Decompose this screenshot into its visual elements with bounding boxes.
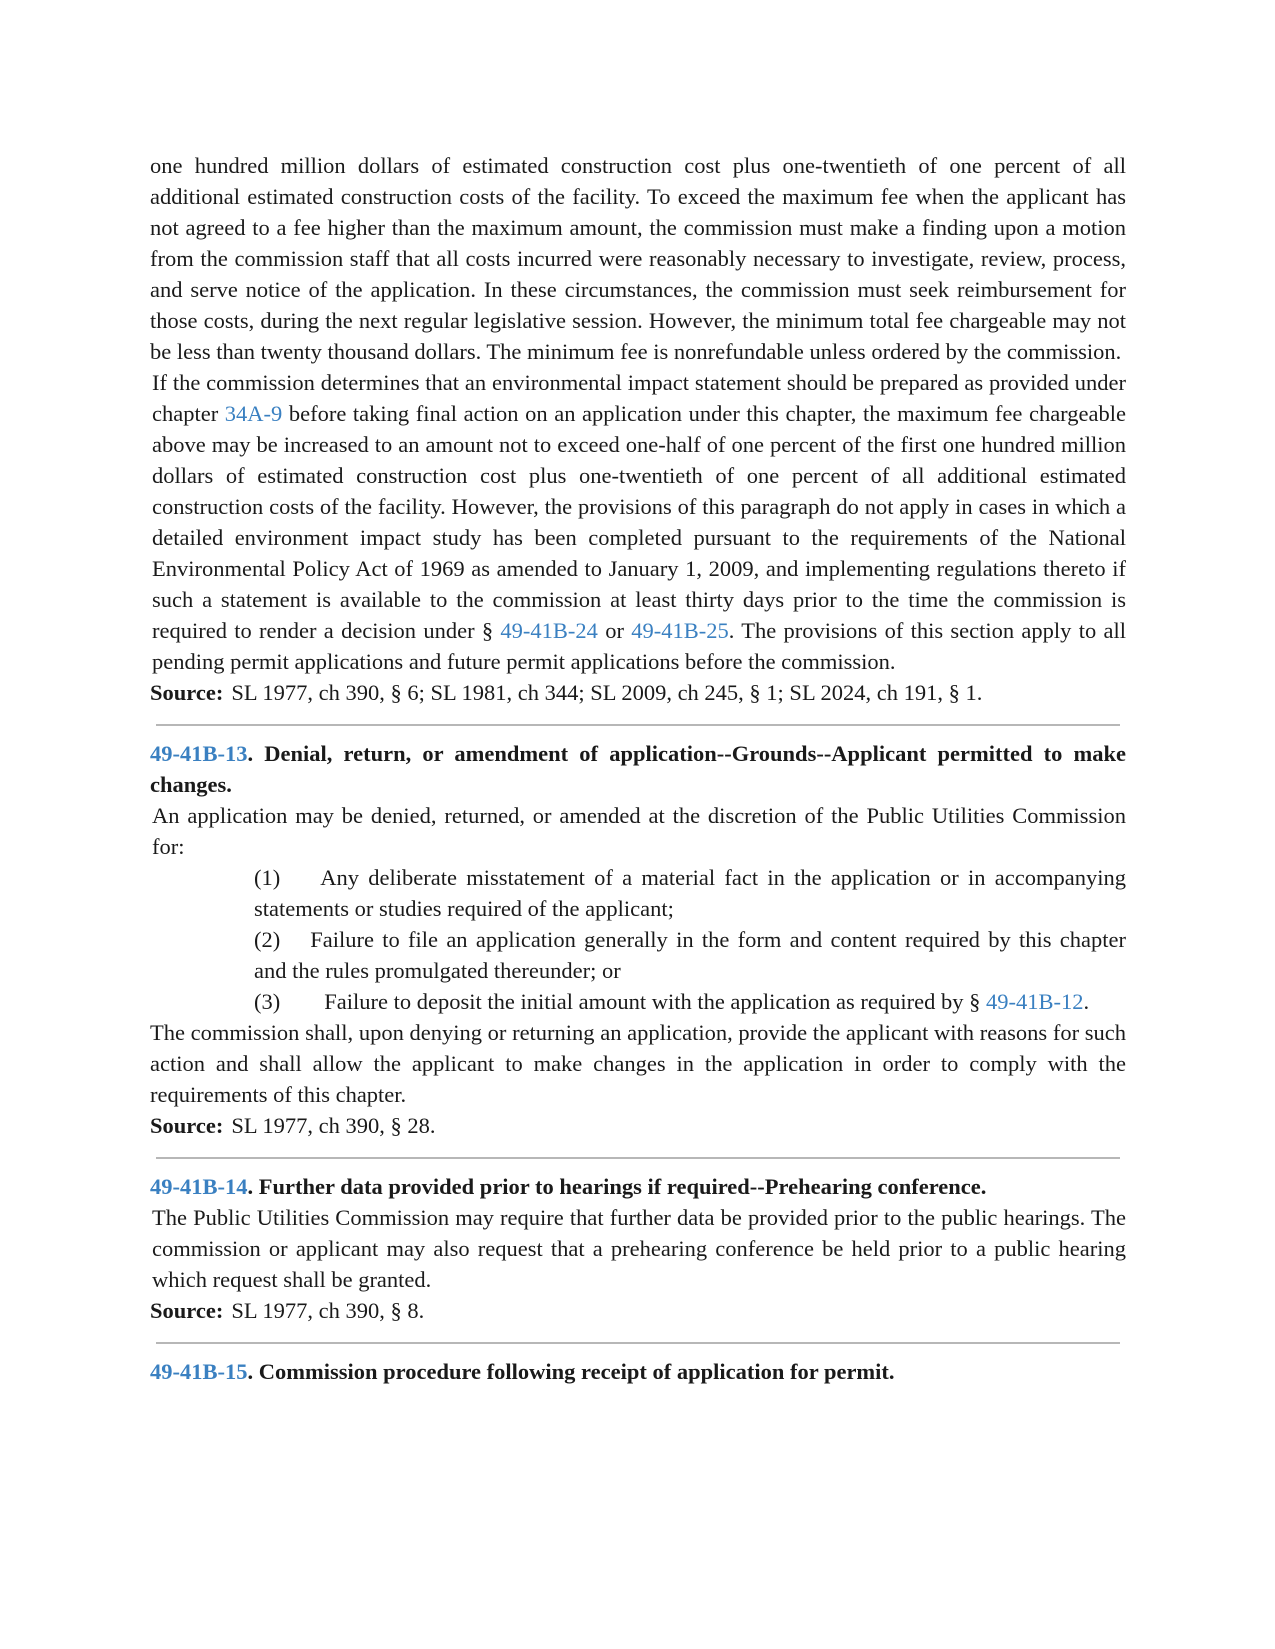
eis-text-d: . The provisions of this section apply to all pending permit applications and future permit applications before the commission. — [152, 618, 1126, 674]
section-heading-14 — [150, 1171, 1126, 1202]
item-number: (3) — [254, 989, 281, 1014]
item-number: (1) — [254, 865, 281, 890]
link-49-41b-12[interactable]: 49-41B-12 — [985, 989, 1084, 1014]
section-title-13: . Denial, return, or amendment of application--Grounds--Applicant permitted to make changes. — [150, 741, 1126, 797]
document-page — [150, 150, 1126, 1387]
section-14-body: The Public Utilities Commission may require that further data be provided prior to the public hearings. The commission or applicant may also request that a prehearing conference be held prior to a public hearing which request shall be granted. — [152, 1205, 1126, 1292]
item-number: (2) — [254, 927, 281, 952]
section-heading-13 — [150, 738, 1126, 800]
section-divider — [156, 724, 1120, 726]
list-item-1 — [254, 862, 1126, 924]
source-line-12 — [150, 677, 1126, 708]
list-item-2 — [254, 924, 1126, 986]
section-heading-15 — [150, 1356, 1126, 1387]
section-13-intro: An application may be denied, returned, or amended at the discretion of the Public Utilities Commission for: — [152, 803, 1126, 859]
item-text-after: . — [1083, 989, 1090, 1014]
section-link-49-41b-13[interactable]: 49-41B-13 — [150, 741, 248, 766]
link-49-41b-25[interactable]: 49-41B-25 — [631, 618, 729, 643]
source-text: SL 1977, ch 390, § 28. — [231, 1113, 436, 1138]
item-text: Failure to file an application generally in the form and content required by this chapter and the rules promulgated thereunder; or — [254, 927, 1126, 983]
item-text: Any deliberate misstatement of a material fact in the application or in accompanying statements or studies required of the applicant; — [254, 865, 1126, 921]
section-divider — [156, 1157, 1120, 1159]
source-text: SL 1977, ch 390, § 6; SL 1981, ch 344; SL 2009, ch 245, § 1; SL 2024, ch 191, § 1. — [231, 680, 983, 705]
list-item-3 — [254, 986, 1126, 1017]
link-49-41b-24[interactable]: 49-41B-24 — [500, 618, 598, 643]
source-text: SL 1977, ch 390, § 8. — [231, 1298, 425, 1323]
section-link-49-41b-15[interactable]: 49-41B-15 — [150, 1359, 248, 1384]
section-divider — [156, 1342, 1120, 1344]
eis-text-a: If the commission determines that an environmental impact statement should be prepared as provided under chapter — [152, 370, 1126, 426]
eis-text-b: before taking final action on an application under this chapter, the maximum fee chargeable above may be increased to an amount not to exceed one-half of one percent of the first one hundred million dollars of estimated construction cost plus one-twentieth of one percent of all additional estimated construction costs of the facility. However, the provisions of this paragraph do not apply in cases in which a detailed environment impact study has been completed pursuant to the requirements of the National Environmental Policy Act of 1969 as amended to January 1, 2009, and implementing regulations thereto if such a statement is available to the commission at least thirty days prior to the time the commission is required to render a decision under § — [152, 401, 1126, 643]
eis-paragraph — [150, 367, 1126, 677]
item-text: Failure to deposit the initial amount with the application as required by § — [324, 989, 986, 1014]
source-label: Source: — [150, 1113, 224, 1138]
eis-text-c: or — [597, 618, 632, 643]
section-13-closing: The commission shall, upon denying or returning an application, provide the applicant with reasons for such action and shall allow the applicant to make changes in the application in order to comply with the requirements of this chapter. — [150, 1020, 1126, 1107]
source-label: Source: — [150, 1298, 224, 1323]
source-line-14 — [150, 1295, 1126, 1326]
section-title-15: . Commission procedure following receipt of application for permit. — [247, 1359, 895, 1384]
section-link-49-41b-14[interactable]: 49-41B-14 — [150, 1174, 248, 1199]
fee-paragraph: one hundred million dollars of estimated construction cost plus one-twentieth of one percent of all additional estimated construction costs of the facility. To exceed the maximum fee when the applicant has not agreed to a fee higher than the maximum amount, the commission must make a finding upon a motion from the commission staff that all costs incurred were reasonably necessary to investigate, review, process, and serve notice of the application. In these circumstances, the commission must seek reimbursement for those costs, during the next regular legislative session. However, the minimum total fee chargeable may not be less than twenty thousand dollars. The minimum fee is nonrefundable unless ordered by the commission. — [150, 153, 1126, 364]
section-title-14: . Further data provided prior to hearings if required--Prehearing conference. — [247, 1174, 987, 1199]
source-line-13 — [150, 1110, 1126, 1141]
source-label: Source: — [150, 680, 224, 705]
link-34a-9[interactable]: 34A-9 — [224, 401, 283, 426]
